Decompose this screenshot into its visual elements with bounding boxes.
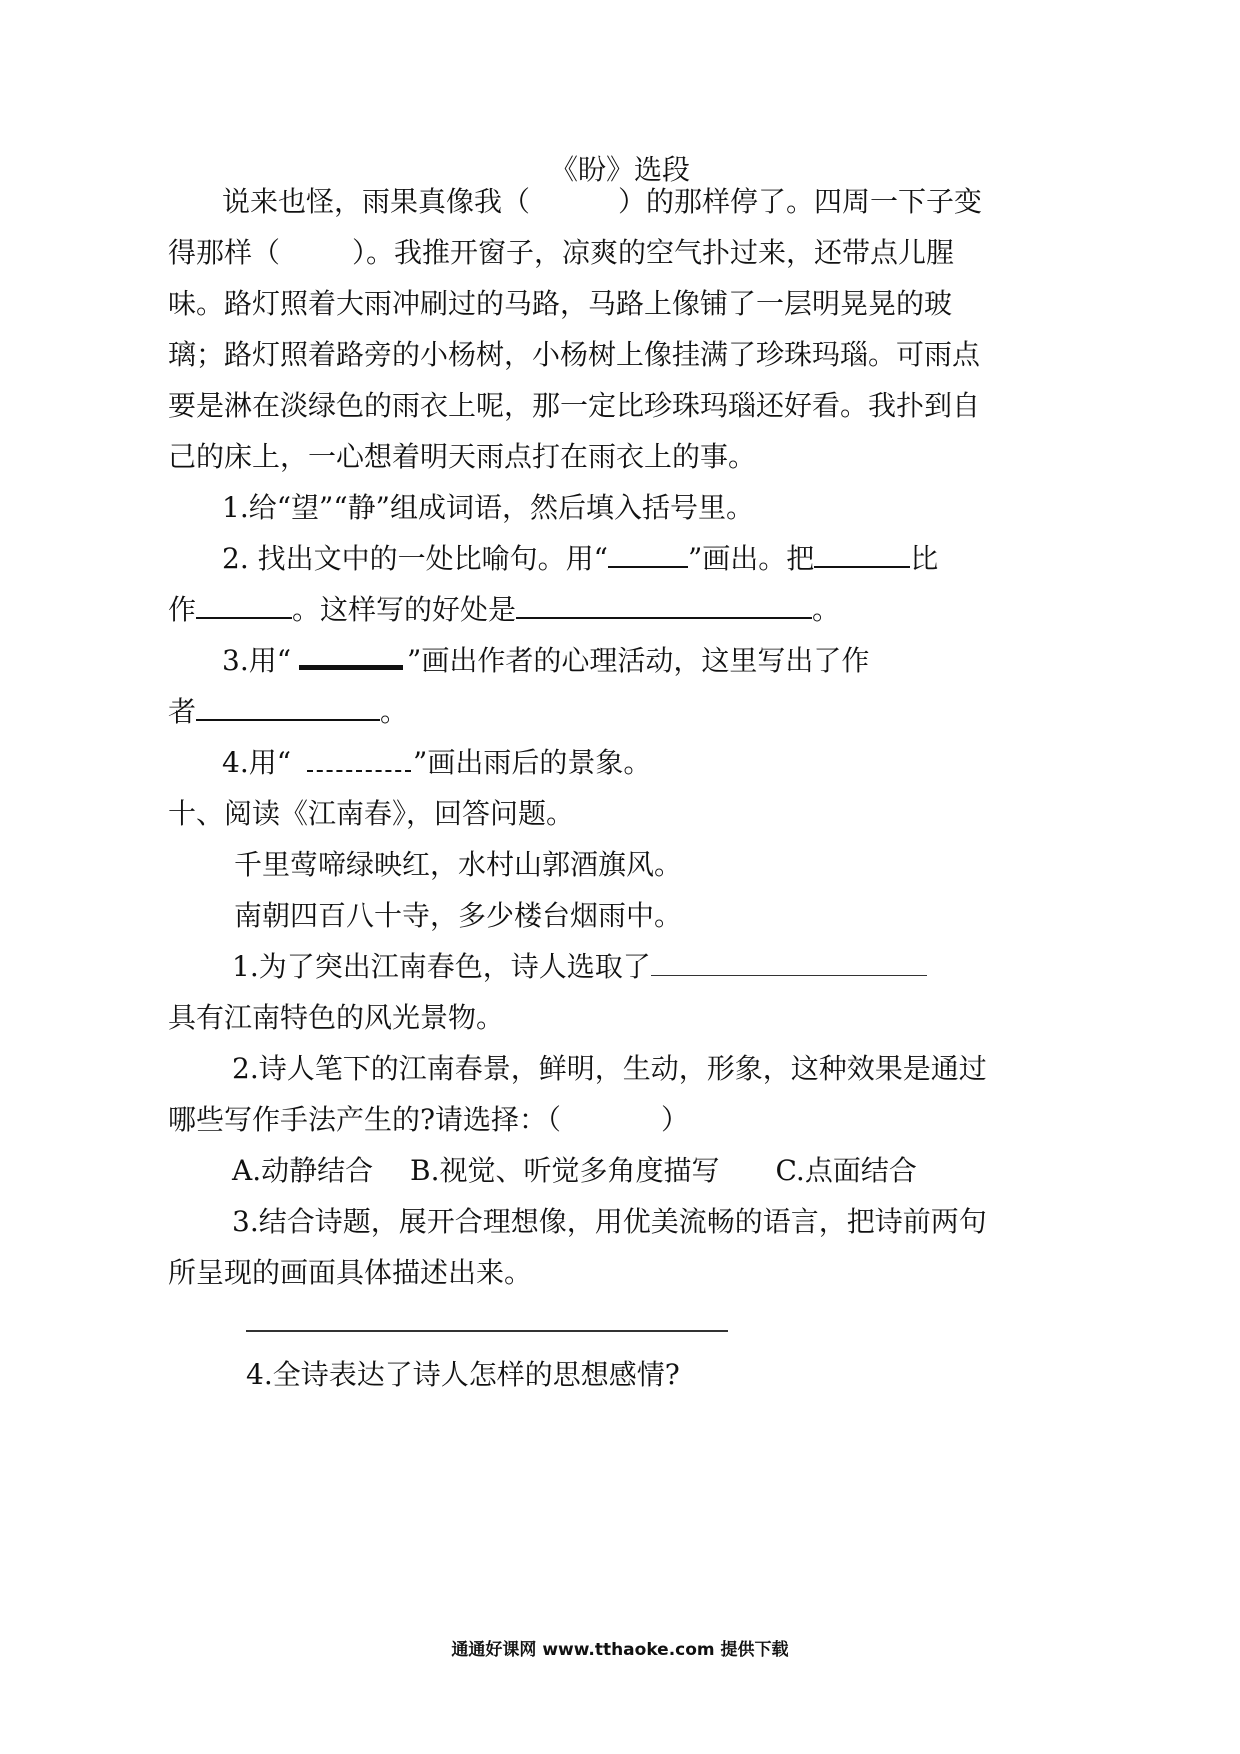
- question-2: 2.诗人笔下的江南春景，鲜明，生动，形象，这种效果是通过: [232, 1052, 987, 1085]
- page-title: 《盼》选段: [549, 153, 690, 186]
- question-text: 。这样写的好处是: [292, 593, 517, 626]
- question-text: ”画出雨后的景象。: [413, 746, 652, 779]
- passage-line: 要是淋在淡绿色的雨衣上呢，那一定比珍珠玛瑙还好看。我扑到自: [168, 389, 981, 422]
- passage-text: ）的那样停了。四周一下子变: [618, 185, 983, 218]
- question-1-cont: 具有江南特色的风光景物。: [168, 1001, 505, 1034]
- question-text: 。: [812, 593, 841, 626]
- dashed-underline-sample: [307, 746, 411, 772]
- answer-blank: [814, 542, 910, 568]
- question-text: 者: [168, 695, 197, 728]
- question-text: 4.用“: [222, 746, 292, 779]
- question-text: 哪些写作手法产生的?请选择：（: [168, 1103, 562, 1136]
- question-text: 作: [168, 593, 197, 626]
- question-3: 3.结合诗题，展开合理想像，用优美流畅的语言，把诗前两句: [232, 1205, 987, 1238]
- passage-text: 说来也怪，雨果真像我（: [222, 185, 531, 218]
- passage-text: 得那样（: [168, 236, 281, 269]
- question-4: [222, 743, 651, 783]
- question-3-cont: 所呈现的画面具体描述出来。: [168, 1256, 533, 1289]
- section-heading: 十、阅读《江南春》，回答问题。: [168, 797, 575, 830]
- question-1: [232, 947, 927, 987]
- options: A.动静结合 B.视觉、听觉多角度描写 C.点面结合: [232, 1154, 917, 1187]
- question-2: [222, 539, 938, 579]
- question-text: 2. 找出文中的一处比喻句。用“: [222, 542, 608, 575]
- question-2-cont: [168, 590, 840, 630]
- answer-line: [246, 1330, 728, 1332]
- passage-line: [222, 182, 982, 222]
- question-text: 比: [910, 542, 939, 575]
- thick-underline-sample: [299, 641, 403, 670]
- passage-line: 味。路灯照着大雨冲刷过的马路，马路上像铺了一层明晃晃的玻: [168, 287, 953, 320]
- passage-line: 己的床上，一心想着明天雨点打在雨衣上的事。: [168, 440, 757, 473]
- passage-line: [168, 233, 954, 273]
- question-3-cont: [168, 692, 408, 732]
- passage-text: ）。我推开窗子，凉爽的空气扑过来，还带点儿腥: [352, 236, 955, 269]
- question-4: 4.全诗表达了诗人怎样的思想感情?: [246, 1358, 680, 1391]
- poem-line: 千里莺啼绿映红，水村山郭酒旗风。: [234, 848, 683, 881]
- question-3: [222, 641, 869, 681]
- question-text: 3.用“: [222, 644, 292, 677]
- footer-credit: 通通好课网 www.tthaoke.com 提供下载: [451, 1640, 789, 1660]
- poem-line: 南朝四百八十寺，多少楼台烟雨中。: [234, 899, 683, 932]
- question-1: 1.给“望”“静”组成词语，然后填入括号里。: [222, 491, 754, 524]
- question-text: ）: [661, 1103, 690, 1136]
- answer-blank: [196, 593, 292, 619]
- question-text: 1.为了突出江南春色，诗人选取了: [232, 950, 651, 983]
- question-text: 。: [380, 695, 409, 728]
- question-2-cont: [168, 1100, 689, 1140]
- answer-blank: [196, 695, 380, 721]
- answer-blank: [651, 951, 927, 976]
- passage-line: 璃；路灯照着路旁的小杨树，小杨树上像挂满了珍珠玛瑙。可雨点: [168, 338, 981, 371]
- question-text: ”画出作者的心理活动，这里写出了作: [407, 644, 870, 677]
- question-text: ”画出。把: [687, 542, 815, 575]
- answer-blank: [608, 542, 688, 568]
- answer-blank: [516, 593, 812, 619]
